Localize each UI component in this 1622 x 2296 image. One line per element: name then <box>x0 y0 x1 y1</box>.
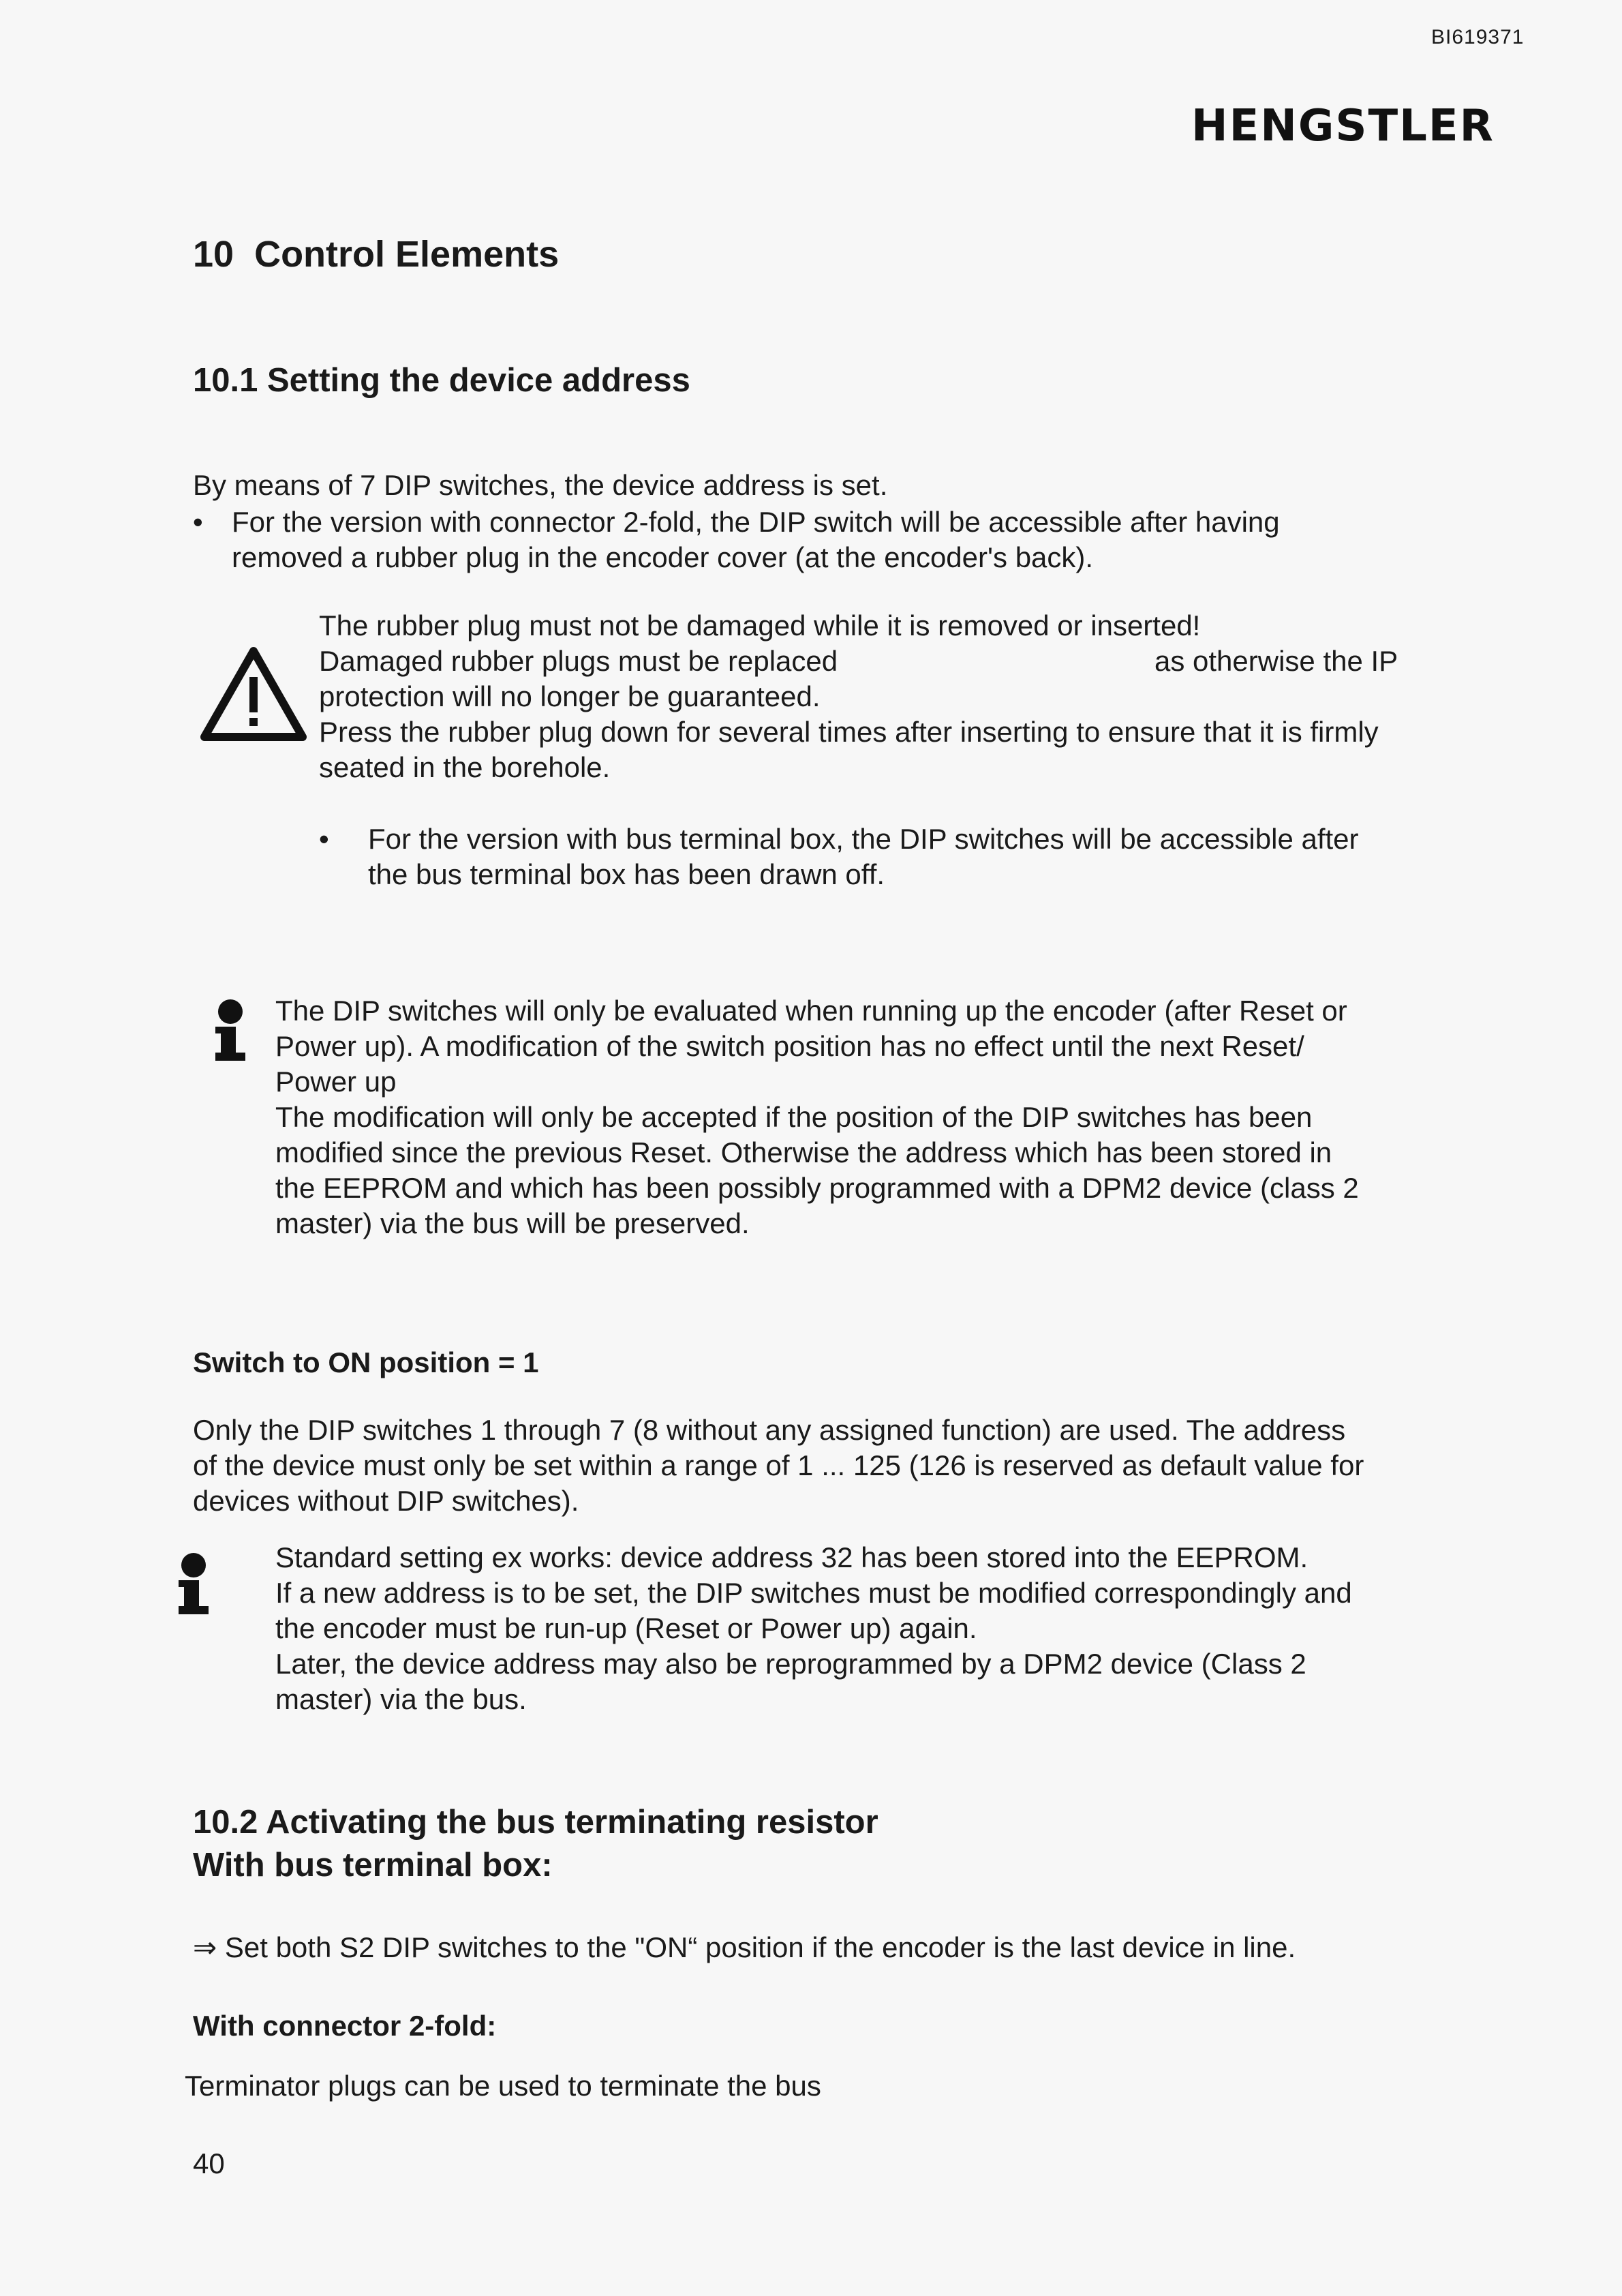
warning-line: Press the rubber plug down for several times after inserting to ensure that it is firmly <box>319 716 1379 748</box>
info-line: Power up). A modification of the switch position has no effect until the next Reset/ <box>275 1030 1304 1062</box>
bullet-dot: • <box>193 506 203 538</box>
info-line: Later, the device address may also be reprogrammed by a DPM2 device (Class 2 <box>275 1648 1306 1680</box>
address-range-paragraph <box>193 1413 1364 1519</box>
info-icon <box>179 1553 209 1614</box>
switch-on-label: Switch to ON position = 1 <box>193 1346 539 1378</box>
info-line: Power up <box>275 1066 397 1098</box>
connector-label: With connector 2-fold: <box>193 2010 497 2042</box>
bullet-dot: • <box>319 823 329 855</box>
bullet-line: removed a rubber plug in the encoder cover (at the encoder's back). <box>232 541 1094 573</box>
warning-text <box>319 608 1398 785</box>
bullet-connector-2-fold <box>232 504 1280 575</box>
terminator-paragraph: Terminator plugs can be used to terminate the bus <box>185 2070 821 2102</box>
paragraph-line: Only the DIP switches 1 through 7 (8 without any assigned function) are used. The address <box>193 1414 1346 1446</box>
arrow-instruction: ⇒ Set both S2 DIP switches to the "ON“ position if the encoder is the last device in line. <box>193 1931 1296 1963</box>
warning-line-part: Damaged rubber plugs must be replaced <box>319 645 838 677</box>
info-line: The DIP switches will only be evaluated when running up the encoder (after Reset or <box>275 995 1347 1027</box>
warning-line-part: as otherwise the IP <box>1154 645 1398 677</box>
bullet-bus-terminal-box <box>368 821 1359 892</box>
document-id: BI619371 <box>1431 26 1525 48</box>
bullet-line: For the version with bus terminal box, the DIP switches will be accessible after <box>368 823 1359 855</box>
info-line: master) via the bus will be preserved. <box>275 1207 750 1239</box>
section-title-10-1: 10.1 Setting the device address <box>193 362 690 399</box>
info-line: modified since the previous Reset. Otherwise the address which has been stored in <box>275 1136 1332 1168</box>
intro-paragraph: By means of 7 DIP switches, the device address is set. <box>193 469 888 501</box>
warning-line: seated in the borehole. <box>319 751 611 783</box>
info-line: The modification will only be accepted if the position of the DIP switches has been <box>275 1101 1313 1133</box>
warning-line: The rubber plug must not be damaged while it is removed or inserted! <box>319 609 1201 641</box>
info-icon <box>215 999 245 1061</box>
info-line: the EEPROM and which has been possibly programmed with a DPM2 device (class 2 <box>275 1172 1359 1204</box>
info-line: If a new address is to be set, the DIP switches must be modified correspondingly and <box>275 1577 1352 1609</box>
info-line: the encoder must be run-up (Reset or Power up) again. <box>275 1612 977 1644</box>
warning-line: protection will no longer be guaranteed. <box>319 680 821 712</box>
info-line: Standard setting ex works: device address 32 has been stored into the EEPROM. <box>275 1541 1309 1573</box>
section-title-line: 10.2 Activating the bus terminating resistor <box>193 1804 878 1841</box>
section-subtitle-line: With bus terminal box: <box>193 1847 553 1884</box>
warning-triangle-icon <box>198 644 309 745</box>
section-title-10-2 <box>193 1801 878 1887</box>
page-number: 40 <box>193 2147 225 2179</box>
info-note-dip-evaluation <box>275 993 1359 1241</box>
info-line: master) via the bus. <box>275 1683 527 1715</box>
bullet-line: For the version with connector 2-fold, the DIP switch will be accessible after having <box>232 506 1280 538</box>
chapter-title: 10 Control Elements <box>193 234 560 275</box>
brand-logo: HENGSTLER <box>1191 101 1495 151</box>
paragraph-line: of the device must only be set within a range of 1 ... 125 (126 is reserved as default value for <box>193 1449 1364 1481</box>
warning-line <box>319 644 1398 679</box>
bullet-line: the bus terminal box has been drawn off. <box>368 858 885 890</box>
paragraph-line: devices without DIP switches). <box>193 1485 579 1517</box>
info-note-standard-setting <box>275 1540 1352 1717</box>
